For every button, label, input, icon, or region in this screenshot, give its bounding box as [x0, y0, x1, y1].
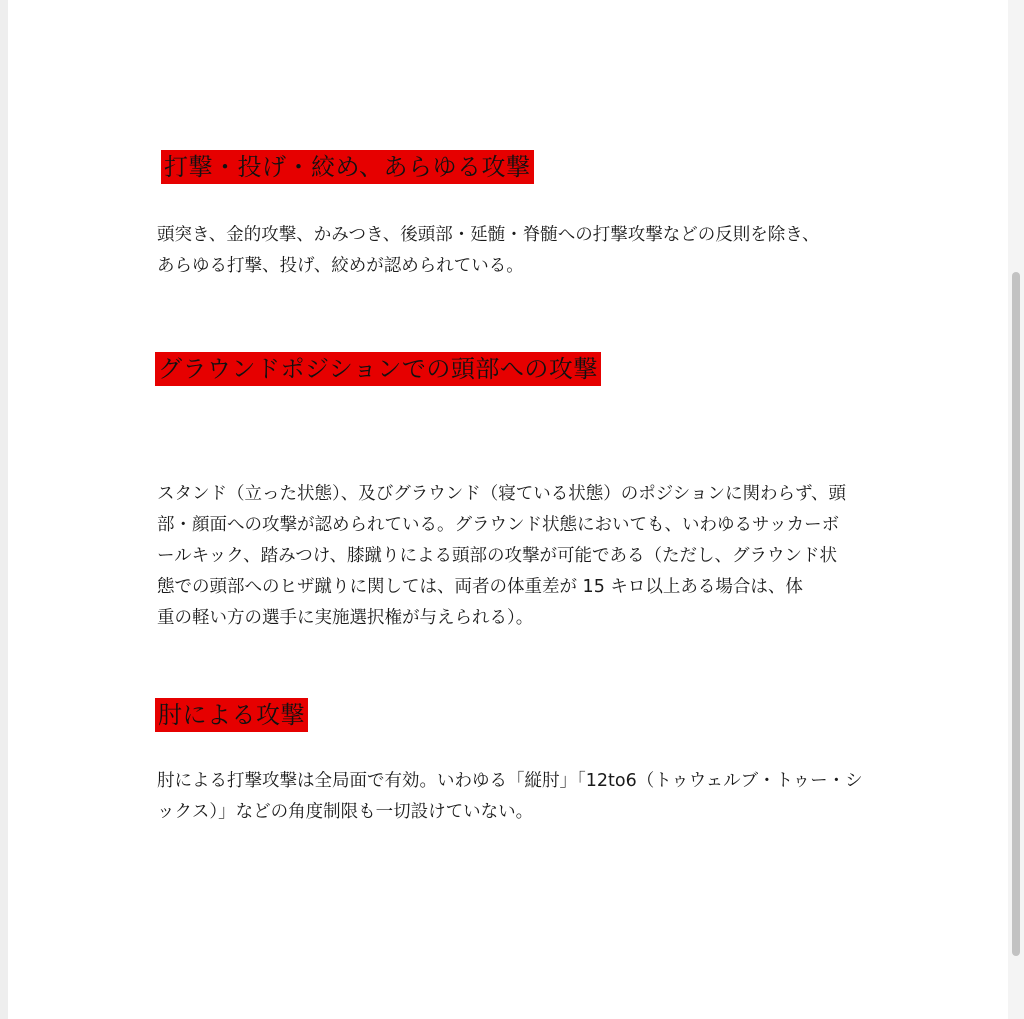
body-line: ックス）」などの角度制限も一切設けていない。	[157, 802, 534, 822]
body-line: ールキック、踏みつけ、膝蹴りによる頭部の攻撃が可能である（ただし、グラウンド状	[157, 546, 838, 566]
document-page	[8, 0, 1008, 1019]
section-body-ground-head-attacks	[157, 479, 846, 634]
body-line: 頭突き、金的攻撃、かみつき、後頭部・延髄・脊髄への打撃攻撃などの反則を除き、	[157, 225, 820, 245]
body-line: あらゆる打撃、投げ、絞めが認められている。	[157, 256, 524, 276]
body-line: スタンド（立った状態）、及びグラウンド（寝ている状態）のポジションに関わらず、頭	[157, 484, 847, 504]
scrollbar-thumb[interactable]	[1012, 272, 1020, 956]
section-heading-text: 肘による攻撃	[158, 701, 305, 729]
section-heading-all-attacks	[161, 150, 534, 184]
body-line: 部・顔面への攻撃が認められている。グラウンド状態においても、いわゆるサッカーボ	[157, 515, 840, 535]
body-line: 肘による打撃攻撃は全局面で有効。いわゆる「縦肘」「12to6（トゥウェルブ・トゥー・シ	[157, 771, 863, 791]
section-heading-text: グラウンドポジションでの頭部への攻撃	[158, 355, 598, 383]
section-heading-ground-head-attacks	[155, 352, 601, 386]
section-heading-elbow-attacks	[155, 698, 308, 732]
section-body-all-attacks	[157, 220, 820, 282]
viewer-left-edge	[0, 0, 8, 1019]
body-line: 態での頭部へのヒザ蹴りに関しては、両者の体重差が 15 キロ以上ある場合は、体	[157, 577, 803, 597]
body-line: 重の軽い方の選手に実施選択権が与えられる）。	[157, 608, 534, 628]
section-body-elbow-attacks	[157, 766, 863, 828]
vertical-scrollbar[interactable]	[1008, 0, 1024, 1019]
section-heading-text: 打撃・投げ・絞め、あらゆる攻撃	[164, 153, 531, 181]
